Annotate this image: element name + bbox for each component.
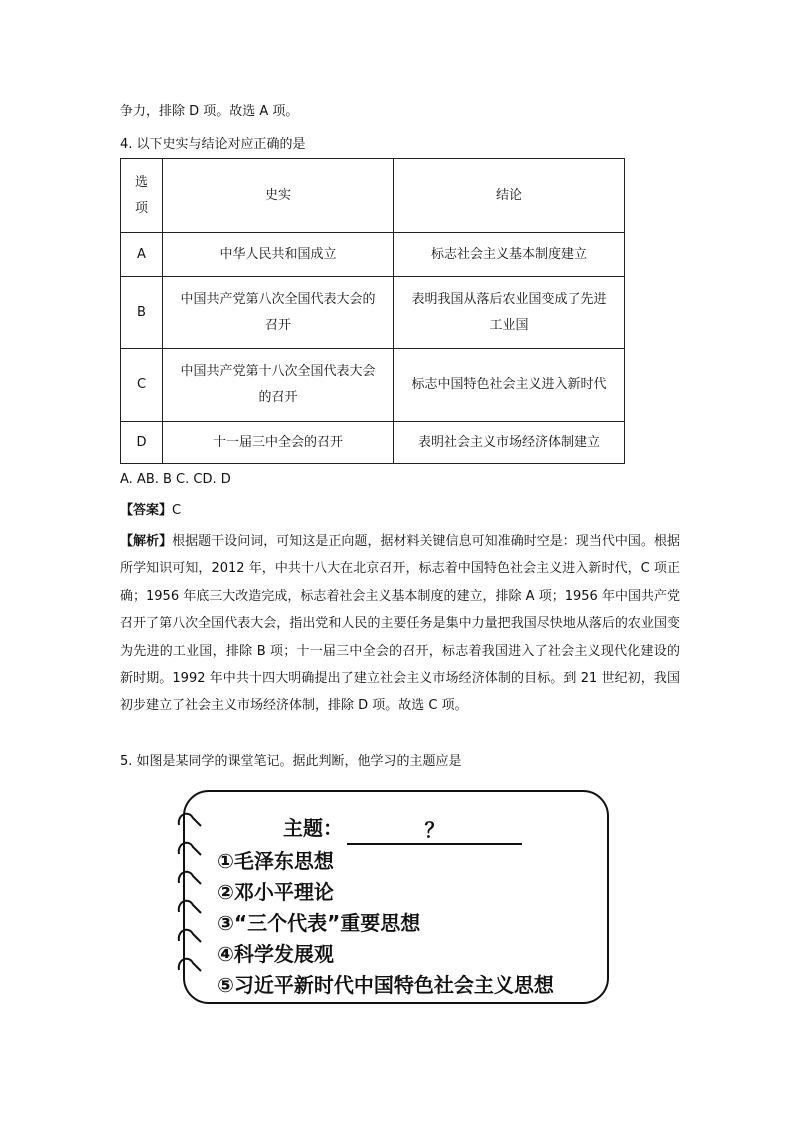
row-fact: 中国共产党第十八次全国代表大会 的召开: [163, 349, 394, 422]
note-item: ④科学发展观: [217, 942, 334, 966]
class-notes-figure: [175, 790, 610, 1005]
question-4-choices: A. AB. B C. CD. D: [120, 472, 231, 487]
note-item: ②邓小平理论: [217, 880, 334, 904]
row-option: D: [121, 422, 163, 464]
header-option: 选项: [121, 159, 163, 233]
spiral-binding-icon: [175, 790, 215, 1005]
note-item: ⑤习近平新时代中国特色社会主义思想: [217, 973, 554, 997]
note-item: ③“三个代表”重要思想: [217, 911, 421, 935]
row-option: A: [121, 233, 163, 277]
row-fact: 中华人民共和国成立: [163, 233, 394, 277]
table-row: [121, 277, 625, 349]
row-conclusion: 表明我国从落后农业国变成了先进 工业国: [394, 277, 625, 349]
table-row: [121, 233, 625, 277]
answer-label: 【答案】: [120, 503, 173, 518]
row-conclusion: 表明社会主义市场经济体制建立: [394, 422, 625, 464]
table-header-row: [121, 159, 625, 233]
row-option: C: [121, 349, 163, 422]
analysis-label: 【解析】: [120, 534, 173, 549]
row-option: B: [121, 277, 163, 349]
note-title-label: 主题：: [283, 816, 343, 840]
answer-line: [120, 501, 181, 521]
history-facts-table: [120, 158, 625, 464]
table-row: [121, 422, 625, 464]
question-5-stem: 5. 如图是某同学的课堂笔记。据此判断，他学习的主题应是: [120, 754, 462, 769]
analysis-paragraph: [120, 528, 680, 720]
row-fact: 十一届三中全会的召开: [163, 422, 394, 464]
previous-answer-tail: 争力，排除 D 项。故选 A 项。: [120, 104, 299, 119]
analysis-text: 根据题干设问词，可知这是正向题，据材料关键信息可知准确时空是：现当代中国。根据所学知识可知，2012 年，中共十八大在北京召开，标志着中国特色社会主义进入新时代，C 项正确；1956 年底三大改造完成，标志着社会主义基本制度的建立，排除 A 项；1956 年中国共产党召开了第八次全国代表大会，指出党和人民的主要任务是集中力量把我国尽快地从落后的农业国变为先进的工业国，排除 B 项；十一届三中全会的召开，标志着我国进入了社会主义现代化建设的新时期。1992 年中共十四大明确提出了建立社会主义市场经济体制的目标。到 21 世纪初，我国初步建立了社会主义市场经济体制，排除 D 项。故选 C 项。: [120, 534, 680, 714]
header-fact: 史实: [163, 159, 394, 233]
table-row: [121, 349, 625, 422]
answer-value: C: [172, 503, 182, 518]
note-item: ①毛泽东思想: [217, 849, 334, 873]
row-conclusion: 标志中国特色社会主义进入新时代: [394, 349, 625, 422]
header-conclusion: 结论: [394, 159, 625, 233]
note-title-blank: ？: [347, 814, 522, 845]
question-4-stem: 4. 以下史实与结论对应正确的是: [120, 137, 306, 152]
note-title: [283, 812, 522, 843]
row-fact: 中国共产党第八次全国代表大会的 召开: [163, 277, 394, 349]
row-conclusion: 标志社会主义基本制度建立: [394, 233, 625, 277]
